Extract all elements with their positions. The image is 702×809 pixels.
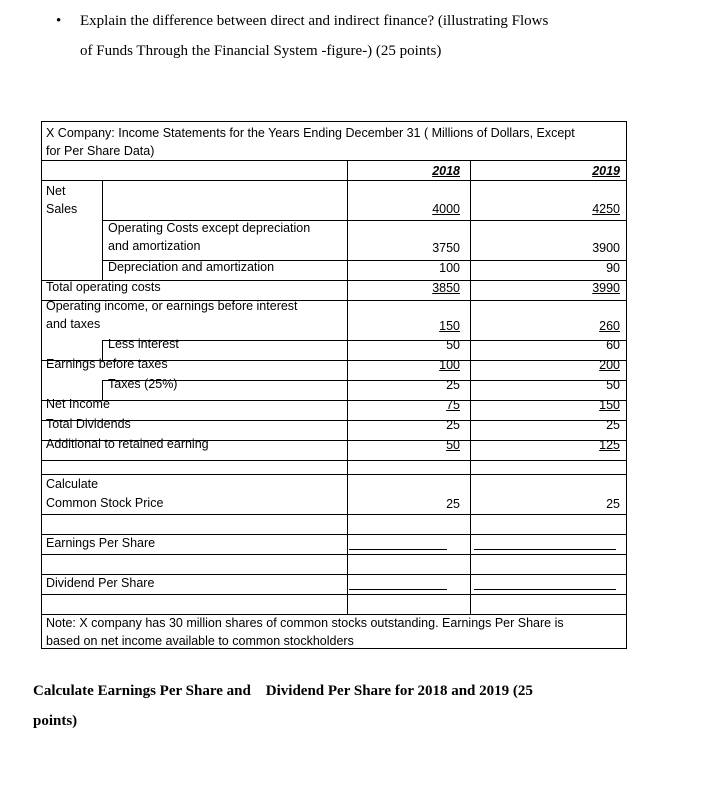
- year-2019-header: 2019: [592, 164, 620, 178]
- stock-price-2019: 25: [606, 497, 620, 511]
- ebit-label-2: and taxes: [46, 317, 101, 331]
- income-statement-table: [41, 121, 627, 649]
- year-2018-header: 2018: [432, 164, 460, 178]
- ebt-label: Earnings before taxes: [46, 357, 168, 371]
- table-title-line-2: for Per Share Data): [46, 144, 155, 158]
- task-block: [33, 676, 653, 736]
- table-title-line-1: X Company: Income Statements for the Years Ending December 31 ( Millions of Dollars, Except: [46, 126, 575, 140]
- total-opcost-2018: 3850: [432, 281, 460, 295]
- eps-label: Earnings Per Share: [46, 536, 156, 550]
- dps-label: Dividend Per Share: [46, 576, 155, 590]
- retained-2019: 125: [599, 438, 620, 452]
- dividends-label: Total Dividends: [46, 417, 131, 431]
- retained-label: Additional to retained earning: [46, 437, 209, 451]
- net-sales-2018: 4000: [432, 202, 460, 216]
- opcost-label-2: and amortization: [108, 239, 201, 253]
- retained-2018: 50: [446, 438, 460, 452]
- net-income-2019: 150: [599, 398, 620, 412]
- interest-2019: 60: [606, 338, 620, 352]
- ebit-2019: 260: [599, 319, 620, 333]
- stock-price-2018: 25: [446, 497, 460, 511]
- dps-2018-blank[interactable]: [349, 589, 447, 590]
- taxes-2018: 25: [446, 378, 460, 392]
- task-line-2: points): [33, 713, 78, 729]
- ebt-2018: 100: [439, 358, 460, 372]
- note-line-1: Note: X company has 30 million shares of common stocks outstanding. Earnings Per Share is: [46, 616, 564, 630]
- interest-2018: 50: [446, 338, 460, 352]
- ebit-2018: 150: [439, 319, 460, 333]
- ebt-2019: 200: [599, 358, 620, 372]
- net-income-label: Net Income: [46, 397, 110, 411]
- taxes-2019: 50: [606, 378, 620, 392]
- depreciation-2018: 100: [439, 261, 460, 275]
- eps-2018-blank[interactable]: [349, 549, 447, 550]
- total-opcost-2019: 3990: [592, 281, 620, 295]
- question-line-2: of Funds Through the Financial System -figure-) (25 points): [80, 43, 442, 59]
- dividends-2019: 25: [606, 418, 620, 432]
- question-block: [56, 6, 656, 66]
- net-sales-label-2: Sales: [46, 202, 78, 216]
- bullet: •: [56, 13, 62, 29]
- note-line-2: based on net income available to common stockholders: [46, 634, 354, 648]
- depreciation-label: Depreciation and amortization: [108, 260, 275, 274]
- stock-price-label: Common Stock Price: [46, 496, 164, 510]
- task-line-1: Calculate Earnings Per Share and Dividend Per Share for 2018 and 2019 (25: [33, 683, 533, 699]
- eps-2019-blank[interactable]: [474, 549, 616, 550]
- dps-2019-blank[interactable]: [474, 589, 616, 590]
- taxes-label: Taxes (25%): [108, 377, 178, 391]
- opcost-2019: 3900: [592, 241, 620, 255]
- opcost-2018: 3750: [432, 241, 460, 255]
- ebit-label-1: Operating income, or earnings before interest: [46, 299, 298, 313]
- total-opcost-label: Total operating costs: [46, 280, 161, 294]
- net-income-2018: 75: [446, 398, 460, 412]
- calculate-label: Calculate: [46, 477, 99, 491]
- depreciation-2019: 90: [606, 261, 620, 275]
- question-line-1: Explain the difference between direct and indirect finance? (illustrating Flows: [80, 13, 549, 29]
- interest-label: Less interest: [108, 337, 179, 351]
- net-sales-label-1: Net: [46, 184, 66, 198]
- opcost-label-1: Operating Costs except depreciation: [108, 221, 311, 235]
- net-sales-2019: 4250: [592, 202, 620, 216]
- dividends-2018: 25: [446, 418, 460, 432]
